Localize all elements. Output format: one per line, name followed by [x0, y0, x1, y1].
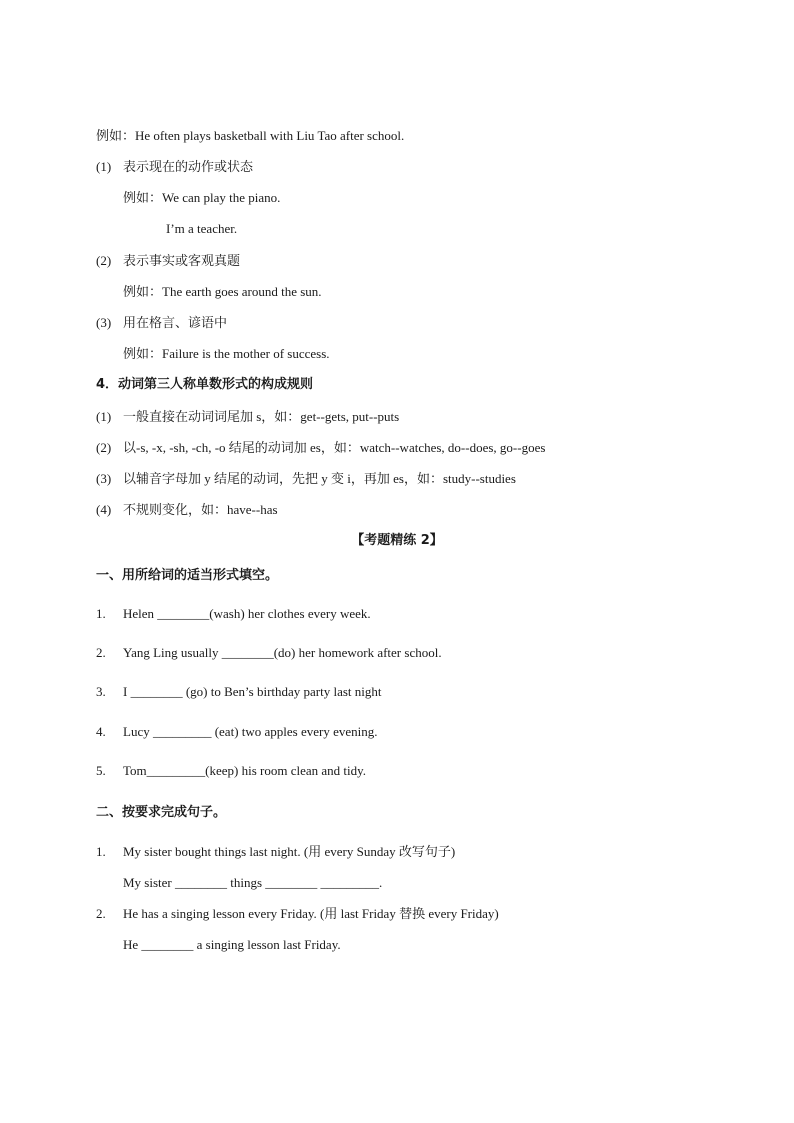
s1-item-5-text: Tom_________(keep) his room clean and tidy.	[123, 763, 367, 778]
section-2-heading: 二、按要求完成句子。	[96, 805, 227, 820]
rule-1-text: 一般直接在动词词尾加 s，如：get--gets, put--puts	[123, 409, 400, 424]
usage-3-title: 用在格言、谚语中	[123, 315, 228, 330]
usage-1-example-1: 例如：We can play the piano.	[123, 190, 281, 205]
rule-2-text: 以-s, -x, -sh, -ch, -o 结尾的动词加 es，如：watch--watches, do--does, go--goes	[123, 440, 546, 455]
usage-2-title: 表示事实或客观真题	[123, 253, 241, 268]
s1-item-4-text: Lucy _________ (eat) two apples every evening.	[123, 724, 378, 739]
rules-heading: 4．动词第三人称单数形式的构成规则	[96, 377, 314, 392]
rule-3-number: (3)	[96, 471, 112, 486]
usage-1-example-2: I’m a teacher.	[166, 221, 238, 236]
s1-item-2-number: 2.	[96, 645, 106, 660]
rule-4-text: 不规则变化，如：have--has	[123, 502, 278, 517]
s2-item-1-answer: My sister ________ things ________ _________.	[123, 875, 383, 890]
section-1-heading: 一、用所给词的适当形式填空。	[96, 568, 279, 583]
s1-item-4-number: 4.	[96, 724, 106, 739]
s1-item-2-text: Yang Ling usually ________(do) her homework after school.	[123, 645, 442, 660]
s2-item-2-number: 2.	[96, 906, 106, 921]
intro-example: 例如：He often plays basketball with Liu Tao after school.	[96, 128, 405, 143]
s2-item-2-text: He has a singing lesson every Friday. (用 last Friday 替换 every Friday)	[123, 906, 499, 921]
s2-item-1-text: My sister bought things last night. (用 every Sunday 改写句子)	[123, 844, 456, 859]
s1-item-1-text: Helen ________(wash) her clothes every week.	[123, 606, 371, 621]
rule-4-number: (4)	[96, 502, 112, 517]
usage-1-title: 表示现在的动作或状态	[123, 159, 254, 174]
rule-3-text: 以辅音字母加 y 结尾的动词，先把 y 变 i，再加 es，如：study--studies	[123, 471, 516, 486]
practice-title: 【考题精练 2】	[351, 533, 443, 548]
usage-2-number: (2)	[96, 253, 112, 268]
s1-item-3-number: 3.	[96, 684, 106, 699]
s1-item-5-number: 5.	[96, 763, 106, 778]
usage-2-example-1: 例如：The earth goes around the sun.	[123, 284, 322, 299]
s1-item-1-number: 1.	[96, 606, 106, 621]
s1-item-3-text: I ________ (go) to Ben’s birthday party last night	[123, 684, 382, 699]
usage-1-number: (1)	[96, 159, 112, 174]
rule-1-number: (1)	[96, 409, 112, 424]
usage-3-number: (3)	[96, 315, 112, 330]
usage-3-example-1: 例如：Failure is the mother of success.	[123, 346, 330, 361]
rule-2-number: (2)	[96, 440, 112, 455]
s2-item-1-number: 1.	[96, 844, 106, 859]
s2-item-2-answer: He ________ a singing lesson last Friday.	[123, 937, 341, 952]
